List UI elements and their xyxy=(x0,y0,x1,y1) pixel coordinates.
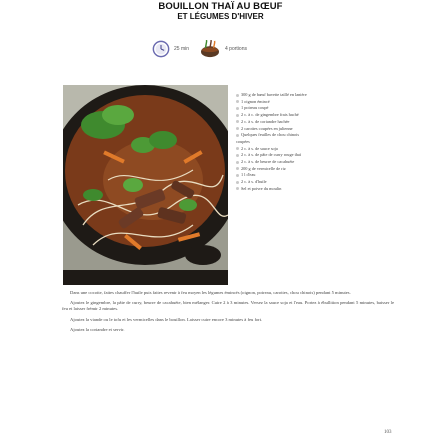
ingredient-item xyxy=(236,119,386,126)
ingredient-text: 2 c. à s. de beurre de cacahuète xyxy=(241,159,295,165)
step-paragraph: Ajoutez le gingembre, la pâte de curry, beurre de cacahuète, bien mélanger. Cuire 2 à 3 minutes. Versez la sauce soja et l'eau. Portez à ébullition pendant 5 minutes, baisser le feu et laisser frémir 2 minutes. xyxy=(62,300,394,312)
beef-soup-photo xyxy=(63,85,228,285)
recipe-title xyxy=(0,2,441,22)
prep-time: 25 min xyxy=(174,46,190,52)
bullet-icon xyxy=(236,120,239,123)
ingredient-item xyxy=(236,126,386,133)
ingredient-item xyxy=(236,112,386,119)
clock-icon xyxy=(152,40,170,58)
ingredient-list xyxy=(236,92,386,193)
ingredient-item xyxy=(236,179,386,186)
recipe-meta xyxy=(152,38,247,60)
step-paragraph: Dans une cocotte, faites chauffer l'huile puis faites revenir à feu moyen les légumes émincés (oignon, poireau, carottes, chou chinois) pendant 5 minutes. xyxy=(70,290,351,295)
bullet-icon xyxy=(236,94,239,97)
recipe-steps xyxy=(62,290,394,337)
ingredient-text: 2 c. à s. de pâte de curry rouge thaï xyxy=(241,152,302,158)
bullet-icon xyxy=(236,114,239,117)
bullet-icon xyxy=(236,167,239,170)
bullet-icon xyxy=(236,181,239,184)
ingredient-text: 2 c. à s. de coriandre hachée xyxy=(241,118,290,124)
ingredient-text: 2 c. à s. d'huile xyxy=(241,179,267,185)
recipe-title-line-2: ET LÉGUMES D'HIVER xyxy=(177,12,264,21)
ingredient-item xyxy=(236,146,386,153)
bullet-icon xyxy=(236,107,239,110)
bullet-icon xyxy=(236,134,239,137)
ingredient-item xyxy=(236,166,386,173)
ingredient-item xyxy=(236,186,386,193)
ingredient-item xyxy=(236,152,386,159)
ingredient-item xyxy=(236,105,386,112)
ingredient-item xyxy=(236,132,386,139)
ingredient-item xyxy=(236,159,386,166)
ingredient-text: 200 g de vermicelle de riz xyxy=(241,165,286,171)
ingredient-text: Sel et poivre du moulin xyxy=(241,185,282,191)
ingredient-text: 1 oignon émincé xyxy=(241,98,270,104)
ingredient-text: 300 g de bœuf bavette taillé en lanière xyxy=(241,92,307,97)
ingredient-item xyxy=(236,172,386,179)
bullet-icon xyxy=(236,187,239,190)
ingredient-text: coupées xyxy=(236,138,250,144)
ingredient-item xyxy=(236,92,386,99)
bullet-icon xyxy=(236,161,239,164)
bullet-icon xyxy=(236,127,239,130)
bullet-icon xyxy=(236,154,239,157)
page-number: 103 xyxy=(384,430,392,435)
bullet-icon xyxy=(236,147,239,150)
ingredient-text: 1 l d'eau xyxy=(241,172,256,178)
recipe-title-line-1: BOUILLON THAÏ AU BŒUF xyxy=(158,1,283,12)
servings: 4 portions xyxy=(225,46,247,52)
ingredient-item xyxy=(236,139,386,146)
ingredient-text: 2 carottes coupées en julienne xyxy=(241,125,293,131)
ingredient-text: 2 c. à s. de sauce soja xyxy=(241,145,278,151)
step-paragraph: Ajoutez la coriandre et servir. xyxy=(70,326,125,332)
ingredient-text: 2 c. à c. de gingembre frais haché xyxy=(241,112,299,118)
ingredient-text: 1 poireau coupé xyxy=(241,105,269,111)
bullet-icon xyxy=(236,100,239,103)
bullet-icon xyxy=(236,174,239,177)
step-paragraph: Ajoutez la viande ou le tofu et les vermicelles dans le bouillon. Laisser cuire encore 3 minutes à feu fort. xyxy=(70,316,263,322)
servings-bowl-icon xyxy=(199,40,221,58)
ingredient-text: Quelques feuilles de chou chinois xyxy=(241,132,299,138)
ingredient-item xyxy=(236,99,386,106)
